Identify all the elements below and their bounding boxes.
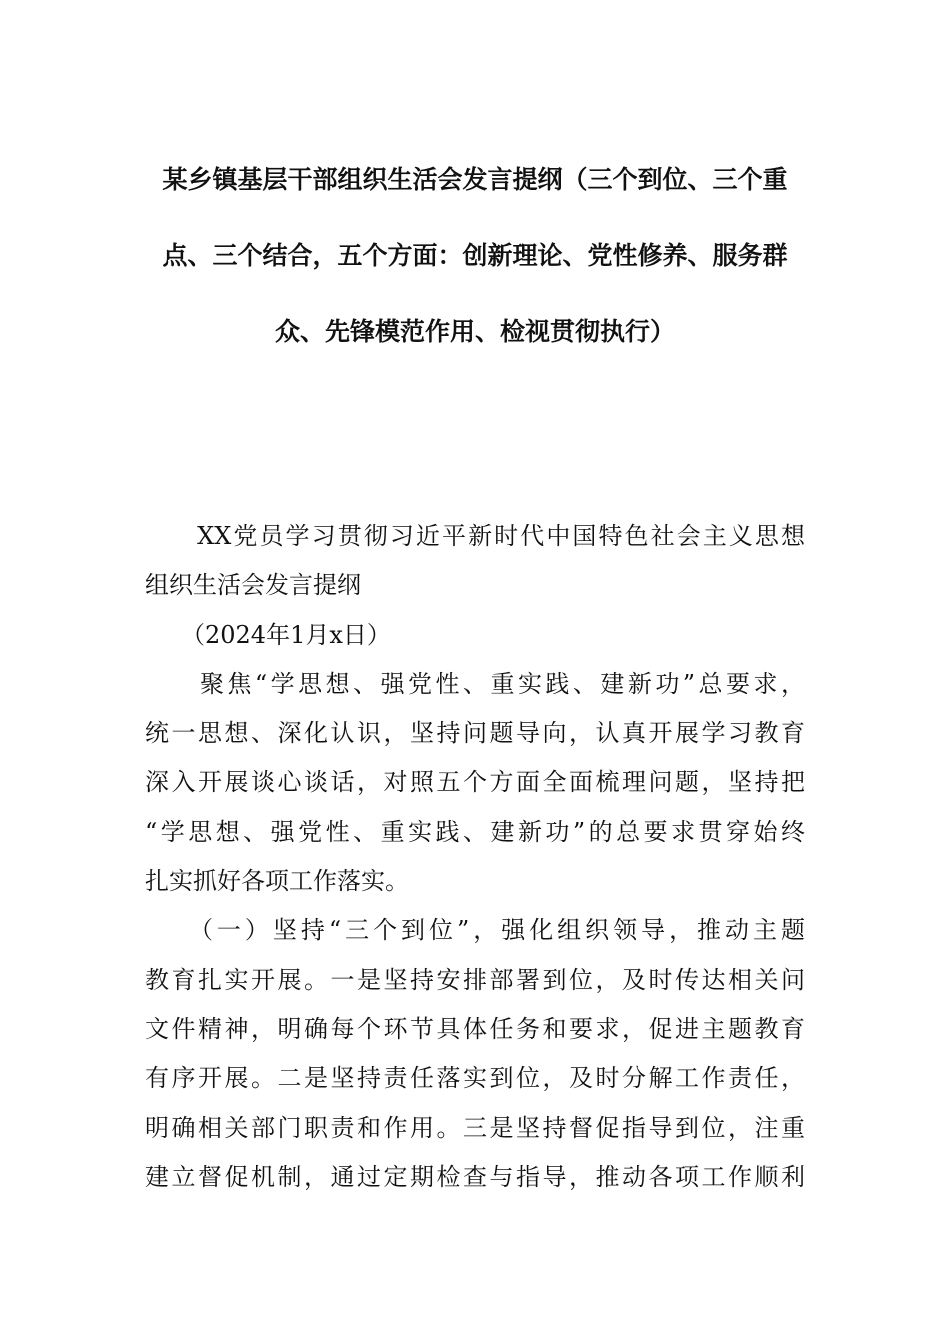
paragraph-2-line-2: 教育扎实开展。一是坚持安排部署到位，及时传达相关问	[145, 965, 805, 994]
paragraph-2-line-4: 有序开展。二是坚持责任落实到位，及时分解工作责任，	[145, 1064, 805, 1093]
title-line-3: 众、先锋模范作用、检视贯彻执行）	[274, 317, 675, 346]
date-line: （2024年1月x日）	[145, 620, 391, 649]
paragraph-2-line-3: 文件精神，明确每个环节具体任务和要求，促进主题教育	[145, 1014, 805, 1043]
heading-line-2: 组织生活会发言提纲	[145, 571, 361, 600]
document-body	[145, 512, 805, 1202]
paragraph-2-line-5: 明确相关部门职责和作用。三是坚持督促指导到位，注重	[145, 1113, 805, 1142]
paragraph-2-line-1: （一）坚持“三个到位”，强化组织领导，推动主题	[145, 916, 805, 945]
paragraph-1-line-5: 扎实抓好各项工作落实。	[145, 867, 409, 896]
paragraph-2-line-6: 建立督促机制，通过定期检查与指导，推动各项工作顺利	[145, 1162, 805, 1191]
document-title	[145, 150, 805, 378]
paragraph-1-line-1: 聚焦“学思想、强党性、重实践、建新功”总要求，	[145, 669, 805, 698]
paragraph-1-line-2: 统一思想、深化认识，坚持问题导向，认真开展学习教育	[145, 719, 805, 748]
paragraph-1-line-4: “学思想、强党性、重实践、建新功”的总要求贯穿始终	[145, 817, 805, 846]
title-line-1: 某乡镇基层干部组织生活会发言提纲（三个到位、三个重	[162, 165, 788, 194]
heading-line-1: XX党员学习贯彻习近平新时代中国特色社会主义思想	[145, 522, 805, 550]
paragraph-1-line-3: 深入开展谈心谈话，对照五个方面全面梳理问题，坚持把	[145, 768, 805, 797]
title-line-2: 点、三个结合，五个方面：创新理论、党性修养、服务群	[162, 241, 788, 270]
